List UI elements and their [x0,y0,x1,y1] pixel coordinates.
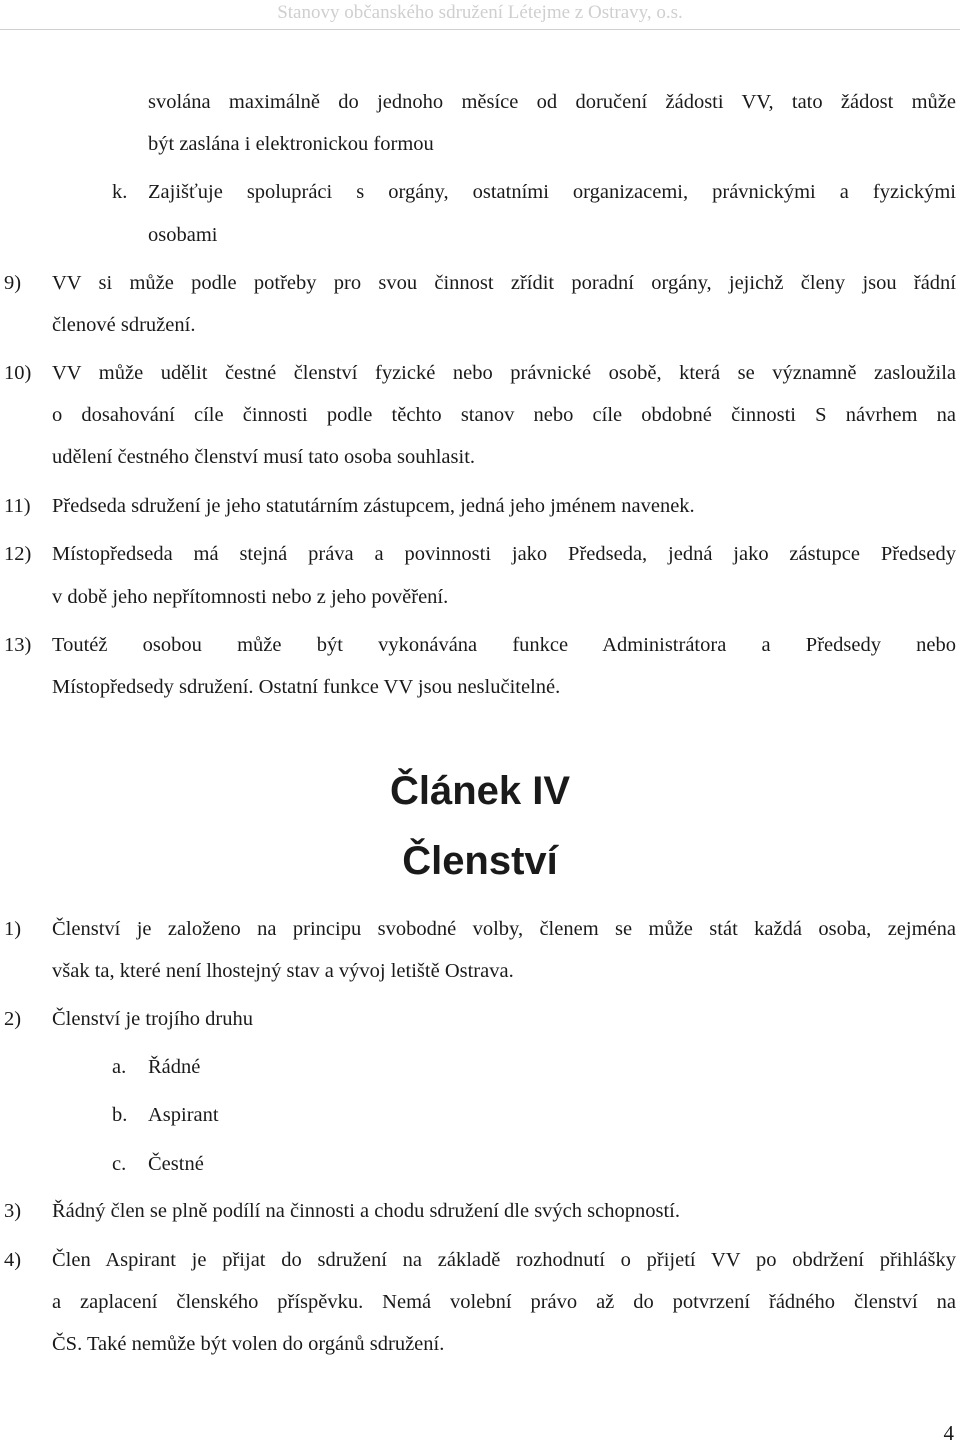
item-12-line-1: Místopředseda má stejná práva a povinnosti jako Předseda, jedná jako zástupce Předsedy [52,543,956,565]
item-number: 3) [4,1200,22,1222]
item-13-line-1: Toutéž osobou může být vykonávána funkce Administrátora a Předsedy nebo [52,634,956,656]
membership-item-3-line-1: Řádný člen se plně podílí na činnosti a chodu sdružení dle svých schopností. [52,1200,680,1222]
item-12-line-2: v době jeho nepřítomnosti nebo z jeho pověření. [52,586,449,608]
membership-item-2-line-1: Členství je trojího druhu [52,1008,253,1030]
membership-item-1-line-2: však ta, které není lhostejný stav a vývoj letiště Ostrava. [52,960,514,982]
item-k-line-1: Zajišťuje spolupráci s orgány, ostatními organizacemi, právnickými a fyzickými [148,181,956,203]
item-number: 10) [4,362,32,384]
page-number: 4 [943,1421,954,1445]
sub-item-text: Čestné [148,1153,204,1175]
item-number: 1) [4,918,22,940]
item-9-line-2: členové sdružení. [52,314,196,336]
item-number: 9) [4,272,22,294]
item-9-line-1: VV si může podle potřeby pro svou činnost zřídit poradní orgány, jejichž členy jsou řádní [52,272,956,294]
item-number: 4) [4,1249,22,1271]
sub-item-marker: a. [112,1056,127,1078]
item-10-line-2: o dosahování cíle činnosti podle těchto stanov nebo cíle obdobné činnosti S návrhem na [52,404,956,426]
membership-item-1-line-1: Členství je založeno na principu svobodné volby, členem se může stát každá osoba, zejména [52,918,956,940]
item-j-line-2: být zaslána i elektronickou formou [148,133,434,155]
item-11-line-1: Předseda sdružení je jeho statutárním zástupcem, jedná jeho jménem navenek. [52,495,695,517]
sub-item-marker: b. [112,1104,128,1126]
sub-item-text: Aspirant [148,1104,219,1126]
item-number: 12) [4,543,32,565]
item-10-line-1: VV může udělit čestné členství fyzické nebo právnické osobě, která se významně zasloužila [52,362,956,384]
item-number: 13) [4,634,32,656]
membership-item-4-line-2: a zaplacení členského příspěvku. Nemá volební právo až do potvrzení řádného členství na [52,1291,956,1313]
running-header: Stanovy občanského sdružení Létejme z Ostravy, o.s. [277,2,683,23]
sub-item-text: Řádné [148,1056,201,1078]
membership-item-4-line-1: Člen Aspirant je přijat do sdružení na základě rozhodnutí o přijetí VV po obdržení přihlášky [52,1249,956,1271]
article-subtitle: Členství [402,839,558,883]
item-number: 11) [4,495,31,517]
article-title: Článek IV [389,769,571,813]
item-k-line-2: osobami [148,224,218,246]
sub-item-marker: c. [112,1153,127,1175]
item-10-line-3: udělení čestného členství musí tato osoba souhlasit. [52,446,476,468]
item-k-marker: k. [112,181,128,203]
item-number: 2) [4,1008,22,1030]
header-divider [0,29,960,30]
item-j-line-1: svolána maximálně do jednoho měsíce od doručení žádosti VV, tato žádost může [148,91,956,113]
item-13-line-2: Místopředsedy sdružení. Ostatní funkce VV jsou neslučitelné. [52,676,561,698]
membership-item-4-line-3: ČS. Také nemůže být volen do orgánů sdružení. [52,1333,445,1355]
